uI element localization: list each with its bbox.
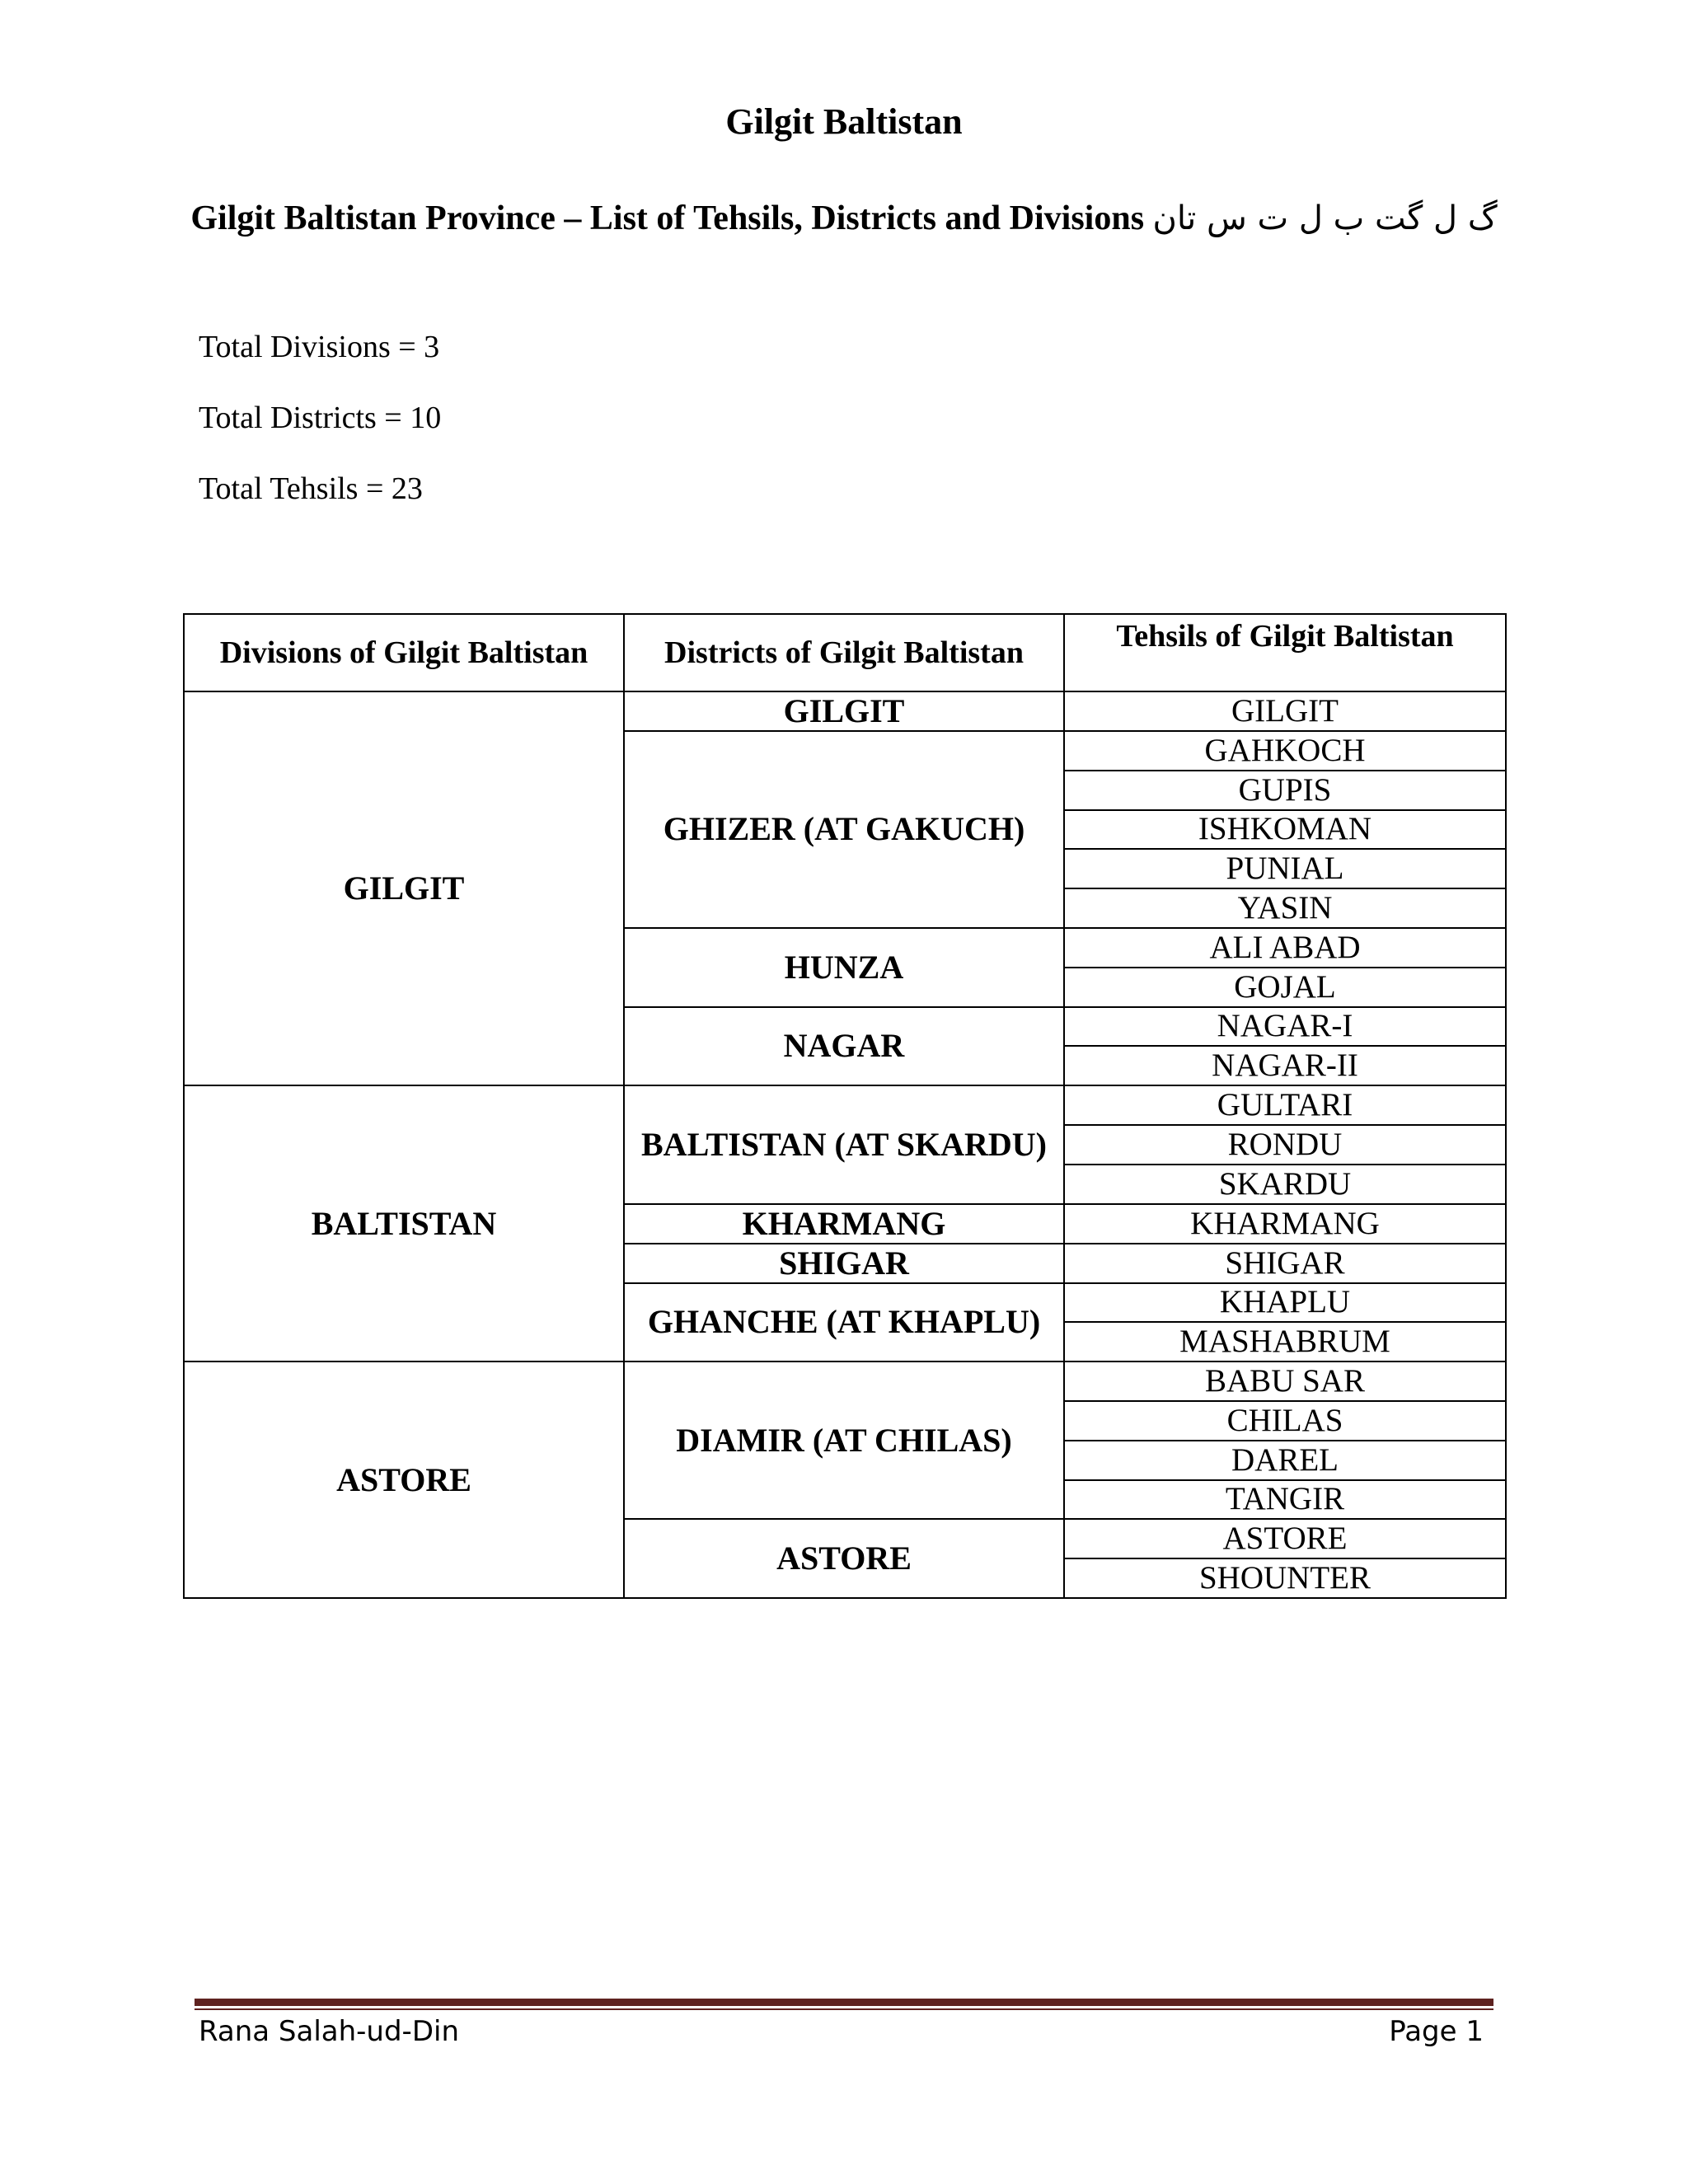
tehsil-cell: GULTARI <box>1064 1085 1506 1125</box>
tehsil-cell: KHARMANG <box>1064 1204 1506 1244</box>
table-body <box>184 691 1506 1598</box>
tehsil-cell: NAGAR-I <box>1064 1007 1506 1047</box>
division-cell: ASTORE <box>184 1361 624 1598</box>
tehsil-cell: YASIN <box>1064 888 1506 928</box>
document-subtitle <box>165 194 1523 242</box>
tehsil-cell: PUNIAL <box>1064 849 1506 888</box>
tehsil-cell: TANGIR <box>1064 1480 1506 1520</box>
district-cell: GHIZER (AT GAKUCH) <box>624 731 1064 928</box>
district-cell: SHIGAR <box>624 1244 1064 1283</box>
table-header-row <box>184 614 1506 691</box>
total-divisions: Total Divisions = 3 <box>199 330 440 364</box>
table-row <box>184 691 1506 731</box>
division-cell: GILGIT <box>184 691 624 1085</box>
tehsil-cell: BABU SAR <box>1064 1361 1506 1401</box>
total-districts: Total Districts = 10 <box>199 401 442 435</box>
footer-rule-thin <box>195 2008 1493 2010</box>
tehsil-cell: GAHKOCH <box>1064 731 1506 771</box>
tehsil-cell: KHAPLU <box>1064 1283 1506 1323</box>
tehsil-cell: ISHKOMAN <box>1064 810 1506 850</box>
table-row <box>184 1085 1506 1125</box>
page-title: Gilgit Baltistan <box>725 101 963 142</box>
footer-author: Rana Salah-ud-Din <box>199 2015 459 2048</box>
tehsil-cell: ASTORE <box>1064 1519 1506 1558</box>
tehsil-cell: GILGIT <box>1064 691 1506 731</box>
subtitle-text: Gilgit Baltistan Province – List of Tehsils, Districts and Divisions <box>190 199 1145 237</box>
tehsil-cell: SHIGAR <box>1064 1244 1506 1283</box>
district-cell: DIAMIR (AT CHILAS) <box>624 1361 1064 1519</box>
tehsil-cell: SHOUNTER <box>1064 1558 1506 1598</box>
district-cell: KHARMANG <box>624 1204 1064 1244</box>
header-divisions: Divisions of Gilgit Baltistan <box>184 614 624 691</box>
tehsil-cell: GOJAL <box>1064 968 1506 1007</box>
tehsil-cell: SKARDU <box>1064 1165 1506 1204</box>
tehsil-cell: NAGAR-II <box>1064 1046 1506 1085</box>
footer-rule <box>195 1999 1493 2006</box>
tehsil-cell: DAREL <box>1064 1441 1506 1480</box>
header-tehsils: Tehsils of Gilgit Baltistan <box>1064 614 1506 691</box>
footer-page-number: Page 1 <box>1389 2015 1484 2048</box>
district-cell: BALTISTAN (AT SKARDU) <box>624 1085 1064 1203</box>
district-cell: ASTORE <box>624 1519 1064 1598</box>
district-cell: NAGAR <box>624 1007 1064 1086</box>
district-cell: GHANCHE (AT KHAPLU) <box>624 1283 1064 1362</box>
totals-block <box>199 326 441 539</box>
admin-units-table <box>183 613 1507 1599</box>
tehsil-cell: CHILAS <box>1064 1401 1506 1441</box>
subtitle-urdu-text: گ ل گت ب ل ت س تان <box>1152 199 1498 237</box>
header-districts: Districts of Gilgit Baltistan <box>624 614 1064 691</box>
district-cell: HUNZA <box>624 928 1064 1007</box>
tehsil-cell: RONDU <box>1064 1125 1506 1165</box>
total-tehsils: Total Tehsils = 23 <box>199 471 423 506</box>
table-row <box>184 1361 1506 1401</box>
district-cell: GILGIT <box>624 691 1064 731</box>
tehsil-cell: MASHABRUM <box>1064 1322 1506 1361</box>
division-cell: BALTISTAN <box>184 1085 624 1361</box>
tehsil-cell: ALI ABAD <box>1064 928 1506 968</box>
tehsil-cell: GUPIS <box>1064 771 1506 810</box>
